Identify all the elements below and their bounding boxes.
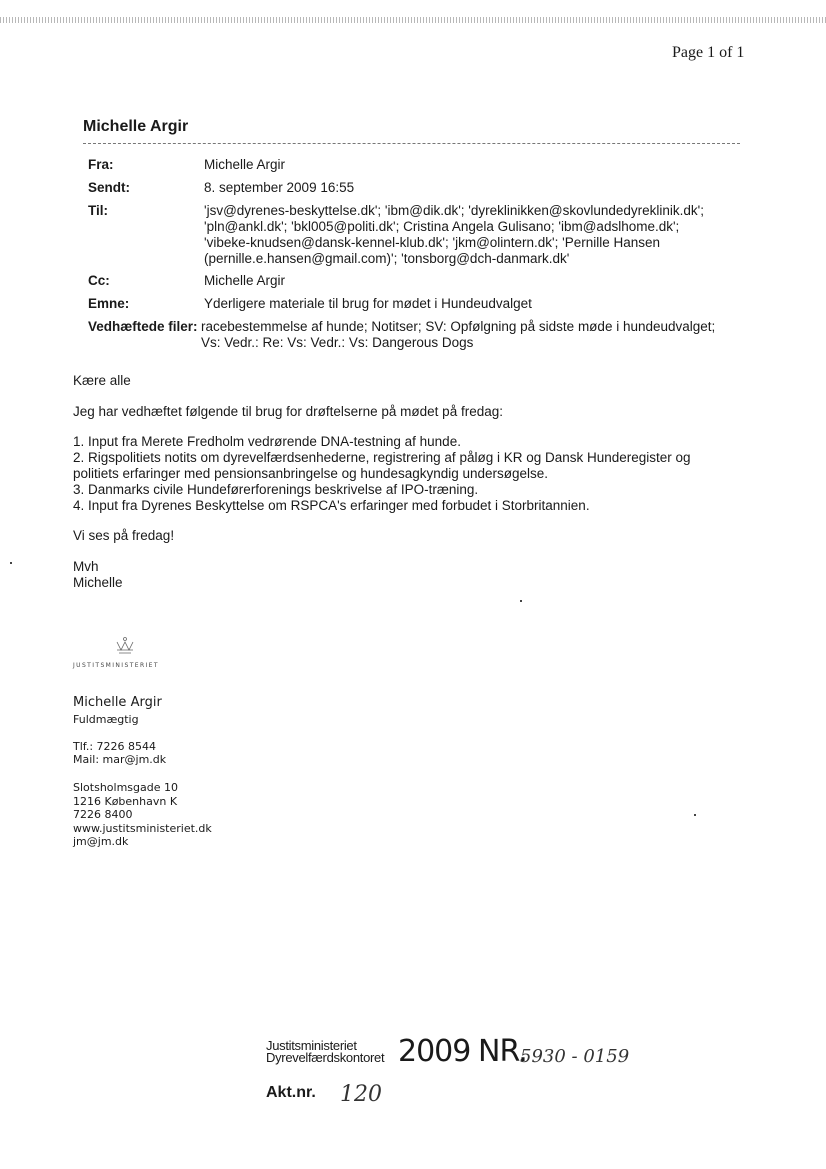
sender-title: Michelle Argir <box>83 118 189 135</box>
stamp-year: 2009 <box>398 1034 471 1069</box>
list-item: 4. Input fra Dyrenes Beskyttelse om RSPCA's erfaringer med forbudet i Storbritannien. <box>73 498 590 513</box>
page-number: Page 1 of 1 <box>672 44 745 61</box>
closing: Vi ses på fredag! <box>73 528 175 543</box>
stamp-org: Justitsministeriet <box>266 1038 357 1053</box>
regards: Mvh <box>73 559 99 574</box>
stamp-nr-label: NR. <box>478 1034 527 1069</box>
scan-top-border <box>0 17 826 23</box>
header-label: Til: <box>88 203 108 218</box>
recipient-line: 'jsv@dyrenes-beskyttelse.dk'; 'ibm@dik.dk'; 'dyreklinikken@skovlundedyreklinik.dk'; <box>204 203 705 218</box>
address-line: jm@jm.dk <box>73 835 129 848</box>
signature-mail: Mail: mar@jm.dk <box>73 753 167 766</box>
header-value: Yderligere materiale til brug for mødet i Hundeudvalget <box>204 296 532 311</box>
header-value-to <box>204 203 744 267</box>
header-label: Fra: <box>88 157 114 172</box>
address-line: Slotsholmsgade 10 <box>73 781 178 794</box>
list-item: 1. Input fra Merete Fredholm vedrørende DNA-testning af hunde. <box>73 434 461 449</box>
address-line: 7226 8400 <box>73 808 133 821</box>
ministry-logo <box>73 636 183 676</box>
header-value: Michelle Argir <box>204 157 286 172</box>
attachment-line: racebestemmelse af hunde; Notitser; SV: Opfølgning på sidste møde i hundeudvalget; <box>201 319 716 334</box>
list-item: politiets erfaringer med pensionsanbringelse og hundesagkyndig undersøgelse. <box>73 466 549 481</box>
header-value: Michelle Argir <box>204 273 286 288</box>
header-value-attachments <box>201 319 741 351</box>
recipient-line: (pernille.e.hansen@gmail.com)'; 'tonsborg@dch-danmark.dk' <box>204 251 570 266</box>
akt-number: 120 <box>340 1082 382 1107</box>
list-item: 3. Danmarks civile Hundeførerforenings beskrivelse af IPO-træning. <box>73 482 479 497</box>
signature-title: Fuldmægtig <box>73 713 139 726</box>
header-label: Emne: <box>88 296 130 311</box>
attachment-list <box>73 434 733 514</box>
crown-icon <box>73 636 183 676</box>
stamp-office: Dyrevelfærdskontoret <box>266 1050 385 1065</box>
header-label: Vedhæftede filer: <box>88 319 198 334</box>
signature-name: Michelle Argir <box>73 695 162 710</box>
sender-first-name: Michelle <box>73 575 123 590</box>
recipient-line: 'vibeke-knudsen@dansk-kennel-klub.dk'; 'jkm@olintern.dk'; 'Pernille Hansen <box>204 235 661 250</box>
recipient-line: 'pln@ankl.dk'; 'bkl005@politi.dk'; Cristina Angela Gulisano; 'ibm@adslhome.dk'; <box>204 219 680 234</box>
header-label: Cc: <box>88 273 110 288</box>
stamp-case-number: 5930 - 0159 <box>520 1046 630 1067</box>
archive-stamp <box>266 1034 630 1069</box>
list-item: 2. Rigspolitiets notits om dyrevelfærdsenhederne, registrering af påløg i KR og Dansk Hunderegister og <box>73 450 691 465</box>
signature-phone: Tlf.: 7226 8544 <box>73 740 157 753</box>
scan-speck <box>520 600 522 602</box>
logo-text: JUSTITSMINISTERIET <box>73 662 159 669</box>
header-label: Sendt: <box>88 180 130 195</box>
scan-speck <box>10 562 12 564</box>
attachment-line: Vs: Vedr.: Re: Vs: Vedr.: Vs: Dangerous Dogs <box>201 335 474 350</box>
akt-label: Akt.nr. <box>266 1084 316 1101</box>
scan-speck <box>694 814 696 816</box>
header-value: 8. september 2009 16:55 <box>204 180 355 195</box>
intro: Jeg har vedhæftet følgende til brug for drøftelserne på mødet på fredag: <box>73 404 503 419</box>
address-line: 1216 København K <box>73 794 178 808</box>
signature-address <box>73 781 212 849</box>
greeting: Kære alle <box>73 373 131 388</box>
header-separator <box>83 143 740 144</box>
address-line: www.justitsministeriet.dk <box>73 821 212 835</box>
